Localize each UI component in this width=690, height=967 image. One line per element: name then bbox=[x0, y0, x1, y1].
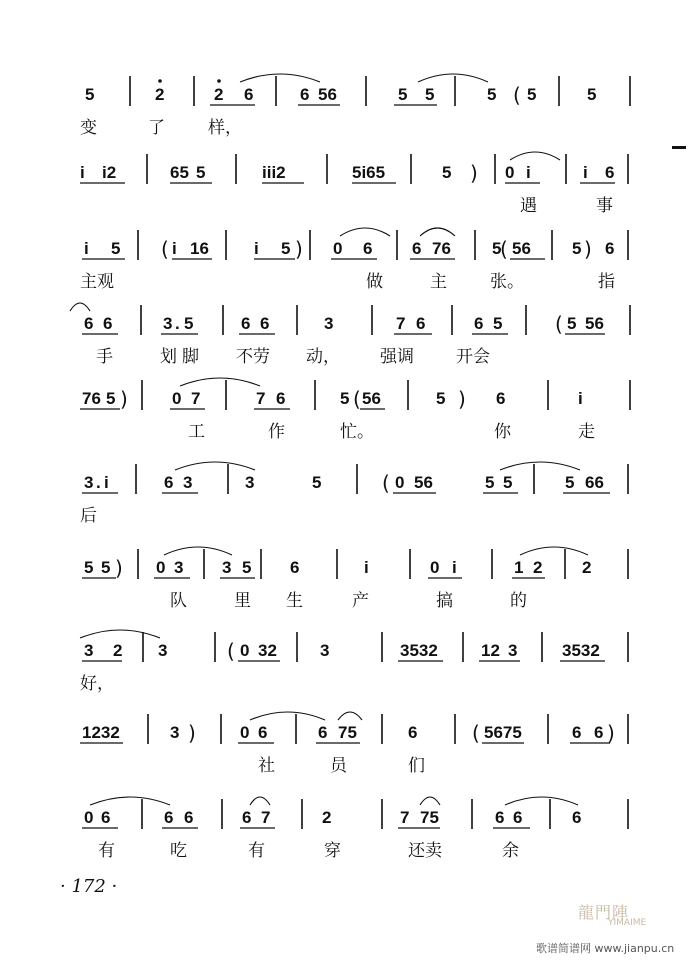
note-digit: 76 bbox=[82, 389, 101, 408]
note-digit: 5 bbox=[84, 558, 94, 577]
parenthesis: ) bbox=[584, 237, 592, 261]
note-digit: 6 bbox=[605, 239, 615, 258]
parenthesis: ( bbox=[555, 312, 563, 336]
note-digit: 5 bbox=[587, 85, 597, 104]
lyric-text: 有 bbox=[248, 841, 265, 861]
note-digit: 6 bbox=[363, 239, 373, 258]
lyric-text: 强调 bbox=[380, 347, 414, 367]
lyric-text: 了 bbox=[148, 118, 165, 138]
note-digit: 0 bbox=[333, 239, 343, 258]
parenthesis: ) bbox=[188, 721, 196, 745]
note-digit: 6 bbox=[496, 389, 506, 408]
note-digit: 3 bbox=[170, 723, 180, 742]
parenthesis: ) bbox=[607, 721, 615, 745]
lyric-text: 脚 bbox=[182, 347, 199, 367]
slur-mark bbox=[164, 547, 232, 555]
note-digit: 5 bbox=[184, 314, 194, 333]
lyric-text: 张。 bbox=[490, 272, 524, 292]
note-digit: 6 bbox=[408, 723, 418, 742]
note-digit: 7 bbox=[261, 808, 271, 827]
lyric-text: 社 bbox=[258, 756, 275, 776]
note-digit: 5 bbox=[485, 473, 495, 492]
note-digit: 0 bbox=[505, 163, 515, 182]
lyric-text: 穿 bbox=[324, 841, 341, 861]
lyric-text: 队 bbox=[170, 591, 187, 611]
note-digit: 3 bbox=[508, 641, 518, 660]
footer-source: 歌谱简谱网 www.jianpu.cn bbox=[536, 942, 675, 955]
lyric-text: 吃 bbox=[170, 841, 187, 861]
note-digit: 3 bbox=[324, 314, 334, 333]
note-digit: 6 bbox=[241, 314, 251, 333]
note-digit: 3532 bbox=[400, 641, 438, 660]
note-digit: 3532 bbox=[562, 641, 600, 660]
note-digit: 65 bbox=[170, 163, 189, 182]
lyric-text: 样， bbox=[208, 118, 242, 138]
note-digit: 5 bbox=[442, 163, 452, 182]
note-digit: 6 bbox=[258, 723, 268, 742]
note-digit: iii2 bbox=[262, 163, 286, 182]
note-digit: 5 bbox=[503, 473, 513, 492]
note-digit: 5 bbox=[487, 85, 497, 104]
note-digit: 5 bbox=[111, 239, 121, 258]
note-digit: 32 bbox=[258, 641, 277, 660]
note-digit: 5675 bbox=[484, 723, 522, 742]
note-digit: 56 bbox=[512, 239, 531, 258]
note-digit: 0 bbox=[240, 641, 250, 660]
note-digit: 7 bbox=[400, 808, 410, 827]
note-digit: 6 bbox=[300, 85, 310, 104]
lyric-text: 主 bbox=[430, 272, 447, 292]
lyric-text: 有 bbox=[98, 841, 115, 861]
note-digit: 5 bbox=[281, 239, 291, 258]
page-number: · 172 · bbox=[60, 876, 118, 897]
note-digit: 0 bbox=[395, 473, 405, 492]
note-digit: 5 bbox=[398, 85, 408, 104]
note-digit: 5 bbox=[527, 85, 537, 104]
note-digit: 3 bbox=[174, 558, 184, 577]
note-digit: 5 bbox=[572, 239, 582, 258]
lyric-text: 开会 bbox=[456, 347, 490, 367]
note-digit: 5 bbox=[101, 558, 111, 577]
lyric-text: 后 bbox=[80, 506, 97, 526]
note-digit: 5 bbox=[425, 85, 435, 104]
note-digit: 5 bbox=[567, 314, 577, 333]
note-digit: 3 bbox=[320, 641, 330, 660]
slur-mark bbox=[338, 712, 362, 720]
note-digit: 5 bbox=[242, 558, 252, 577]
note-digit: 1232 bbox=[82, 723, 120, 742]
note-digit: 66 bbox=[585, 473, 604, 492]
note-digit: 5 bbox=[312, 473, 322, 492]
watermark-subtext: YIMAIME bbox=[608, 918, 647, 928]
margin-dash bbox=[672, 146, 686, 149]
note-digit: 56 bbox=[318, 85, 337, 104]
lyric-text: 们 bbox=[408, 756, 425, 776]
note-digit: 56 bbox=[414, 473, 433, 492]
note-digit: 75 bbox=[420, 808, 439, 827]
lyric-text: 好， bbox=[80, 674, 114, 694]
note-digit: 6 bbox=[103, 314, 113, 333]
note-digit: 6 bbox=[290, 558, 300, 577]
note-digit: i bbox=[578, 389, 583, 408]
lyric-text: 作 bbox=[268, 422, 285, 442]
octave-dot bbox=[158, 79, 162, 83]
slur-mark bbox=[520, 547, 588, 555]
parenthesis: ) bbox=[458, 387, 466, 411]
note-digit: 6 bbox=[184, 808, 194, 827]
watermark-logo: 龍門陣 bbox=[578, 903, 630, 922]
note-digit: 3 bbox=[84, 473, 94, 492]
slur-mark bbox=[80, 630, 160, 638]
note-digit: 5 bbox=[493, 314, 503, 333]
lyric-text: 还卖 bbox=[408, 841, 442, 861]
note-digit: 5 bbox=[436, 389, 446, 408]
note-digit: i bbox=[364, 558, 369, 577]
lyric-text: 遇 bbox=[520, 196, 537, 216]
note-digit: 5 bbox=[106, 389, 116, 408]
note-digit: i bbox=[80, 163, 85, 182]
parenthesis: ( bbox=[500, 237, 508, 261]
note-digit: i bbox=[84, 239, 89, 258]
note-digit: 0 bbox=[156, 558, 166, 577]
note-digit: 2 bbox=[113, 641, 123, 660]
slur-mark bbox=[500, 462, 580, 470]
note-digit: 0 bbox=[172, 389, 182, 408]
note-digit: 7 bbox=[256, 389, 266, 408]
lyric-text: 产 bbox=[352, 591, 369, 611]
note-digit: 12 bbox=[481, 641, 500, 660]
note-digit: 0 bbox=[84, 808, 94, 827]
lyric-text: 你 bbox=[494, 422, 511, 442]
lyric-text: 主观 bbox=[80, 272, 114, 292]
parenthesis: ( bbox=[472, 721, 480, 745]
slur-mark bbox=[70, 303, 90, 311]
note-digit: 6 bbox=[276, 389, 286, 408]
slur-mark bbox=[505, 797, 578, 805]
note-digit: 6 bbox=[164, 473, 174, 492]
note-digit: i bbox=[452, 558, 457, 577]
note-digit: 6 bbox=[513, 808, 523, 827]
lyric-text: 忙。 bbox=[340, 422, 374, 442]
lyric-text: 生 bbox=[286, 591, 303, 611]
slur-mark bbox=[180, 378, 260, 386]
lyric-text: 动， bbox=[306, 347, 340, 367]
note-digit: 2 bbox=[155, 85, 165, 104]
note-digit: 2 bbox=[322, 808, 332, 827]
note-digit: 5i65 bbox=[352, 163, 386, 182]
parenthesis: ( bbox=[161, 237, 169, 261]
note-digit: 1 bbox=[514, 558, 524, 577]
slur-mark bbox=[250, 712, 325, 720]
lyric-text: 手 bbox=[96, 347, 113, 367]
slur-mark bbox=[510, 152, 560, 160]
note-digit: 5 bbox=[492, 239, 502, 258]
lyric-text: 指 bbox=[598, 272, 615, 292]
parenthesis: ) bbox=[295, 237, 303, 261]
note-digit: 6 bbox=[572, 808, 582, 827]
note-digit: 7 bbox=[191, 389, 201, 408]
parenthesis: ) bbox=[115, 556, 123, 580]
note-digit: 5 bbox=[565, 473, 575, 492]
lyric-text: 搞 bbox=[436, 591, 453, 611]
lyric-text: 事 bbox=[596, 196, 613, 216]
lyric-text: 做 bbox=[366, 272, 383, 292]
note-digit: 5 bbox=[196, 163, 206, 182]
lyric-text: 划 bbox=[160, 347, 177, 367]
note-digit: 6 bbox=[474, 314, 484, 333]
note-digit: 6 bbox=[164, 808, 174, 827]
note-digit: . bbox=[96, 473, 101, 492]
lyric-text: 走 bbox=[578, 422, 595, 442]
slur-mark bbox=[340, 228, 390, 236]
parenthesis: ( bbox=[513, 83, 521, 107]
note-digit: 3 bbox=[222, 558, 232, 577]
slur-mark bbox=[90, 797, 170, 805]
slur-mark bbox=[420, 797, 440, 805]
note-digit: 7 bbox=[396, 314, 406, 333]
note-digit: i bbox=[526, 163, 531, 182]
note-digit: 3 bbox=[183, 473, 193, 492]
lyric-text: 余 bbox=[502, 841, 519, 861]
note-digit: 56 bbox=[362, 389, 381, 408]
note-digit: 2 bbox=[582, 558, 592, 577]
slur-mark bbox=[418, 74, 488, 82]
note-digit: 3 bbox=[158, 641, 168, 660]
note-digit: 2 bbox=[214, 85, 224, 104]
lyric-text: 工 bbox=[188, 422, 205, 442]
note-digit: 0 bbox=[240, 723, 250, 742]
note-digit: 5 bbox=[85, 85, 95, 104]
note-digit: 6 bbox=[416, 314, 426, 333]
note-digit: 56 bbox=[585, 314, 604, 333]
parenthesis: ( bbox=[353, 387, 361, 411]
parenthesis: ( bbox=[227, 639, 235, 663]
note-digit: 6 bbox=[260, 314, 270, 333]
note-digit: 6 bbox=[244, 85, 254, 104]
note-digit: 2 bbox=[533, 558, 543, 577]
note-digit: 3 bbox=[163, 314, 173, 333]
note-digit: 6 bbox=[605, 163, 615, 182]
note-digit: 75 bbox=[338, 723, 357, 742]
lyric-text: 的 bbox=[510, 591, 527, 611]
note-digit: 6 bbox=[101, 808, 111, 827]
note-digit: 0 bbox=[430, 558, 440, 577]
parenthesis: ( bbox=[382, 471, 390, 495]
octave-dot bbox=[217, 79, 221, 83]
slur-mark bbox=[240, 74, 320, 82]
note-digit: . bbox=[175, 314, 180, 333]
note-digit: 5 bbox=[340, 389, 350, 408]
note-digit: i2 bbox=[102, 163, 117, 182]
note-digit: 76 bbox=[432, 239, 451, 258]
note-digit: i bbox=[172, 239, 177, 258]
note-digit: 6 bbox=[495, 808, 505, 827]
parenthesis: ) bbox=[120, 387, 128, 411]
slur-mark bbox=[420, 228, 455, 236]
note-digit: 6 bbox=[242, 808, 252, 827]
note-digit: 6 bbox=[412, 239, 422, 258]
lyric-text: 变 bbox=[80, 118, 97, 138]
note-digit: 6 bbox=[318, 723, 328, 742]
note-digit: i bbox=[254, 239, 259, 258]
note-digit: 6 bbox=[84, 314, 94, 333]
note-digit: 6 bbox=[572, 723, 582, 742]
parenthesis: ) bbox=[470, 161, 478, 185]
note-digit: i bbox=[583, 163, 588, 182]
note-digit: 6 bbox=[594, 723, 604, 742]
lyric-text: 不劳 bbox=[236, 347, 270, 367]
lyric-text: 里 bbox=[234, 591, 251, 611]
note-digit: 3 bbox=[245, 473, 255, 492]
slur-mark bbox=[175, 462, 255, 470]
note-digit: i bbox=[104, 473, 109, 492]
note-digit: 3 bbox=[84, 641, 94, 660]
slur-mark bbox=[250, 797, 270, 805]
lyric-text: 员 bbox=[330, 756, 347, 776]
note-digit: 16 bbox=[190, 239, 209, 258]
